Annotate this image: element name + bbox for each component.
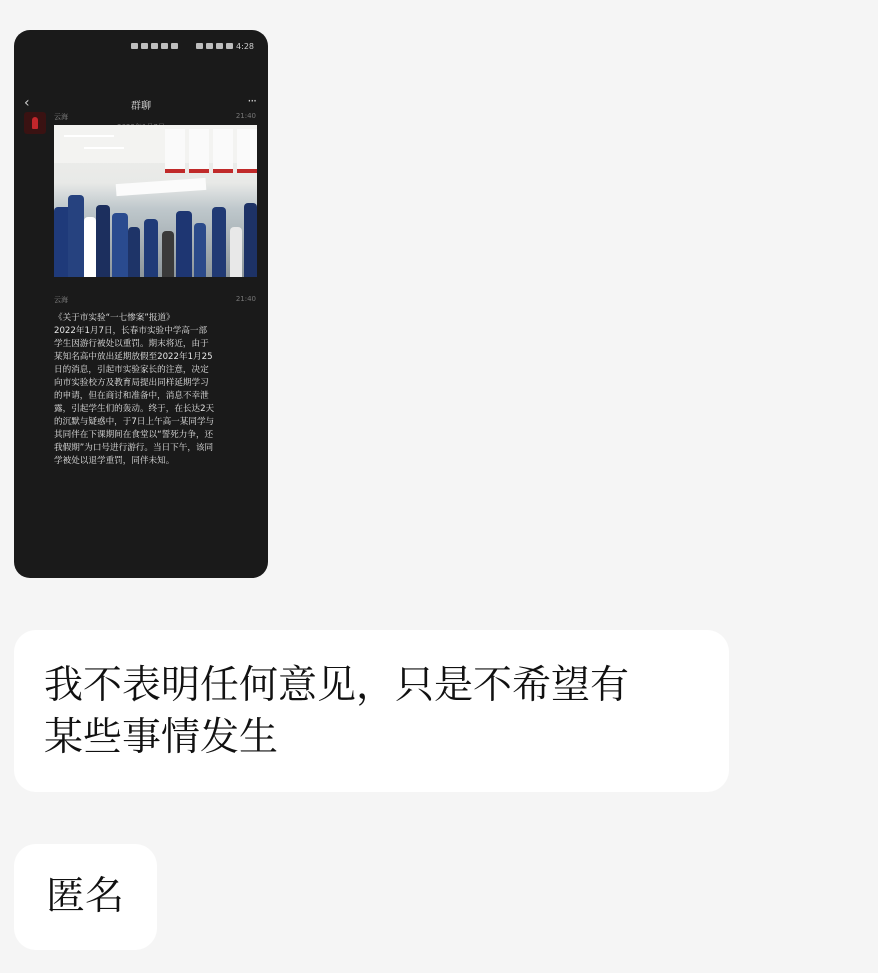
signal-icon [141,43,148,49]
ceiling-light [64,135,114,137]
moon-icon [216,43,223,49]
more-icon[interactable]: ··· [247,94,256,108]
article-line: 学被处以退学重罚，同伴未知。 [54,456,175,466]
article-message[interactable] [54,312,260,468]
wifi-icon [151,43,158,49]
back-icon[interactable]: ‹ [24,95,30,111]
article-line: 的沉默与疑惑中，于7日上午高一某同学与 [54,417,215,427]
signature-bubble[interactable] [14,844,157,950]
message-time: 21:40 [235,112,256,120]
chat-nav-bar [14,92,268,116]
article-line: 露，引起学生们的轰动。终于，在长达2天 [54,404,215,414]
article-line: 日的消息，引起市实验家长的注意，决定 [54,365,209,375]
comment-line: 我不表明任何意见，只是不希望有 [44,663,630,708]
article-line: 向市实验校方及教育局提出同样延期学习 [54,378,209,388]
comment-line: 某些事情发生 [44,715,279,760]
article-line: 其同伴在下课期间在食堂以“誓死力争，还 [54,430,214,440]
forwarded-chat-screenshot[interactable] [14,30,268,578]
article-line: 某知名高中放出延期放假至2022年1月25 [54,352,213,362]
chat-title: 群聊 [131,101,151,112]
comment-bubble[interactable] [14,630,729,792]
article-line: 我假期”为口号进行游行。当日下午，该同 [54,443,214,453]
bluetooth-icon [206,43,213,49]
message-photo[interactable] [54,125,257,277]
status-time: 4:28 [236,41,254,51]
article-line: 学生因游行被处以重罚。期末将近，由于 [54,339,209,349]
hd-icon [131,43,138,49]
avatar[interactable] [24,112,46,134]
article-line: 2022年1月7日，长春市实验中学高一部 [54,326,208,336]
status-bar [131,40,254,52]
article-line: 《关于市实验“一七惨案”报道》 [54,313,175,323]
crowd [54,181,257,277]
battery-icon [226,43,233,49]
app-icon [161,43,168,49]
signature-text: 匿名 [46,874,125,919]
nfc-icon [196,43,203,49]
mail-icon [171,43,178,49]
ceiling-light [84,147,124,149]
message-time: 21:40 [235,295,256,303]
cafeteria-signs [165,129,257,173]
message-sender: 云海 [54,113,68,121]
article-line: 的申请，但在商讨和准备中，消息不幸泄 [54,391,209,401]
message-sender: 云海 [54,296,68,304]
